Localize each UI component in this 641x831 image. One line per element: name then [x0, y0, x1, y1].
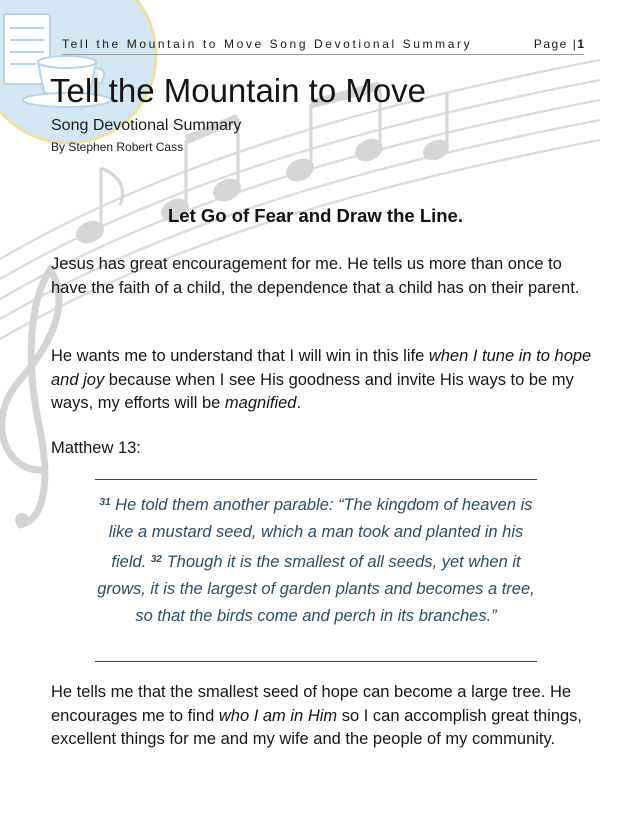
header-rule [62, 54, 584, 55]
scripture-reference: Matthew 13: [51, 439, 141, 457]
author-byline: By Stephen Robert Cass [51, 140, 184, 154]
quote-rule-top [95, 479, 537, 480]
verse-number: 31 [99, 497, 111, 508]
paragraph-seed-of-hope: He tells me that the smallest seed of hope can become a large tree. He encourages me to find who I am in Him so I can accomplish great things, excellent things for me and my wife and the people of my community. [51, 683, 583, 748]
paragraph-intro: Jesus has great encouragement for me. He tells us more than once to have the faith of a child, the dependence that a child has on their parent. [51, 255, 580, 297]
running-header [62, 37, 584, 51]
page-number: 1 [577, 37, 584, 51]
paragraph-hope-joy: He wants me to understand that I will win in this life when I tune in to hope and joy because when I see His goodness and invite His ways to be my ways, my efforts will be magnified. [51, 347, 592, 412]
document-subtitle: Song Devotional Summary [51, 117, 242, 134]
section-heading: Let Go of Fear and Draw the Line. [167, 205, 463, 226]
scripture-quote: $^{31}$ He told them another parable: “The kingdom of heaven is like a mustard seed, which a man took and planted in his field. $^{32}$ Though it is the smallest of all seeds, yet when it grows, it is the largest of garden plants and becomes a tree, so that the birds come and perch in its branches.” [97, 496, 535, 625]
verse-number: 32 [150, 554, 162, 565]
document-title: Tell the Mountain to Move [50, 72, 427, 109]
quote-rule-bottom [95, 661, 537, 662]
page-number-label: Page |1 [533, 37, 584, 51]
running-header-title: Tell the Mountain to Move Song Devotional Summary [62, 37, 473, 51]
